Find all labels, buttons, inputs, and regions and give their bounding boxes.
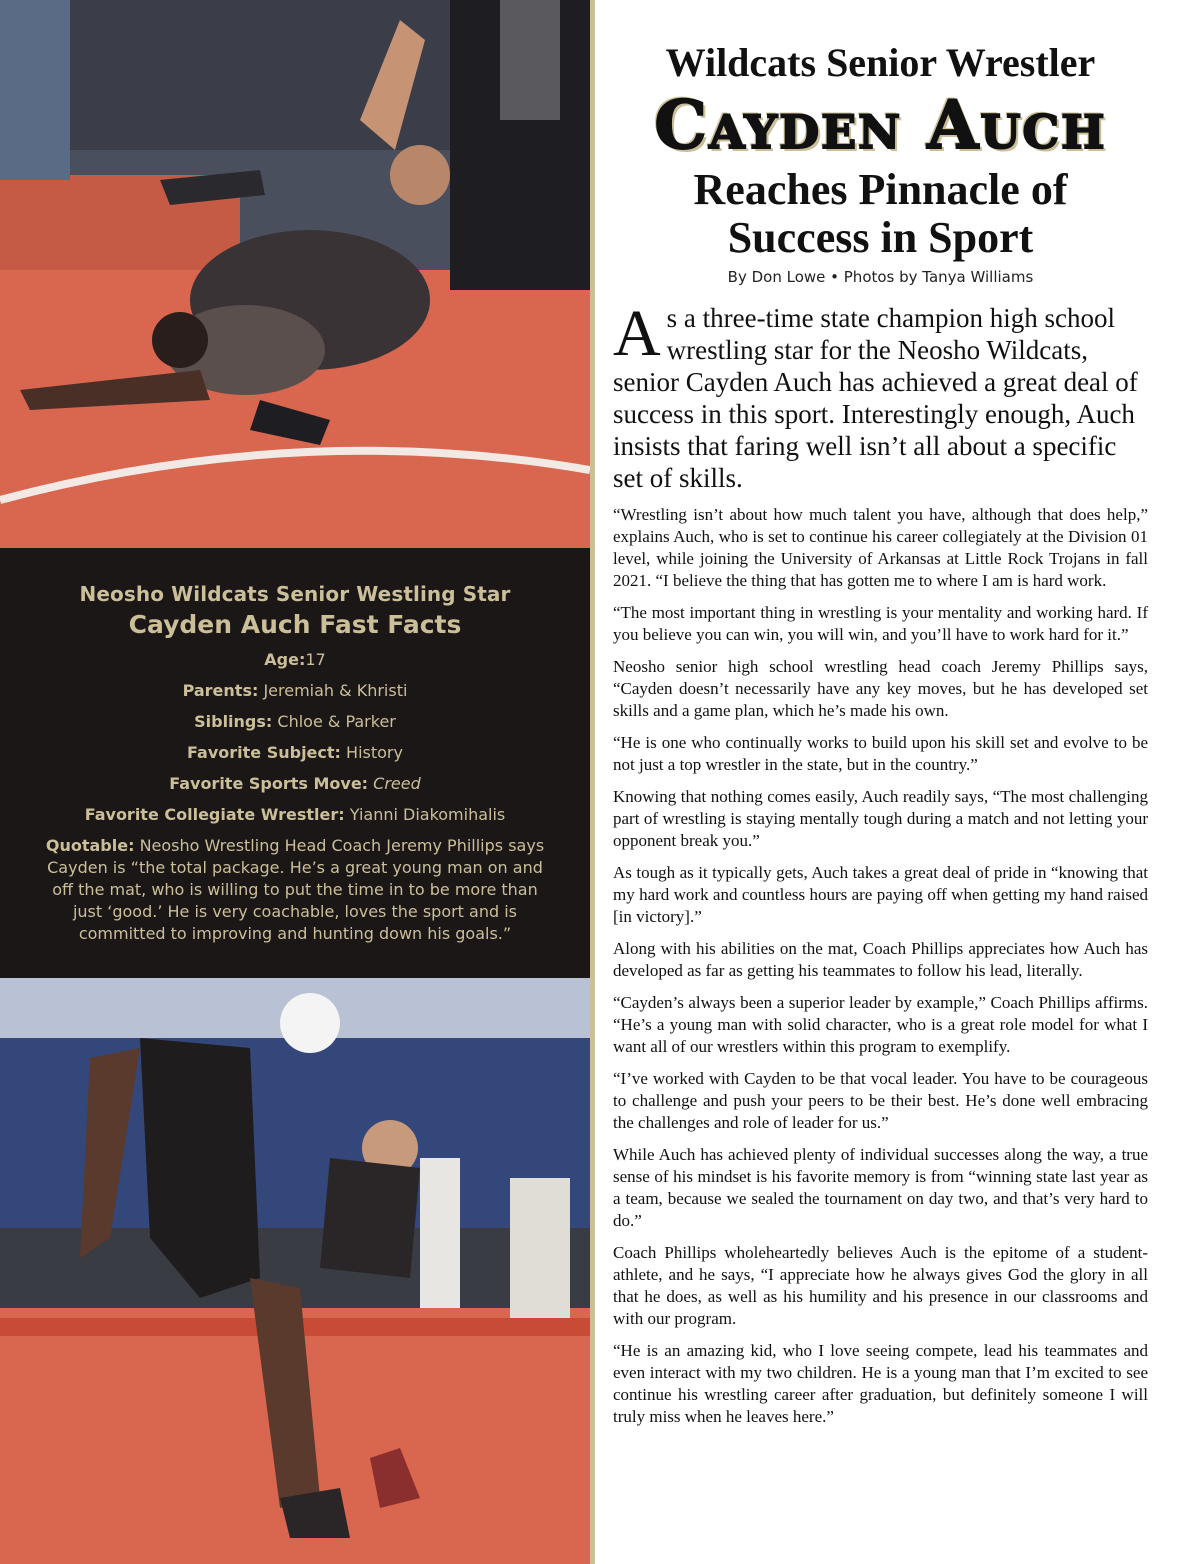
article-column: [613, 40, 1148, 1428]
fact-siblings-value: Chloe & Parker: [277, 712, 396, 731]
fact-age-label: Age:: [264, 650, 306, 669]
fact-wrestler-label: Favorite Collegiate Wrestler:: [84, 805, 345, 824]
body-paragraph: Along with his abilities on the mat, Coach Phillips appreciates how Auch has developed as far as getting his teammates to follow his lead, literally.: [613, 939, 1148, 980]
body-paragraph: “Wrestling isn’t about how much talent you have, although that does help,” explains Auch, who is set to continue his career collegiately at the Division 01 level, while joining the University of Arkansas at Little Rock Trojans in fall 2021. “I believe the thing that has gotten me to where I am is hard work.: [613, 505, 1148, 590]
fact-parents: [0, 681, 590, 701]
column-divider: [590, 0, 595, 1564]
body-paragraph: “The most important thing in wrestling is your mentality and working hard. If you believe you can win, you will win, and you’ll have to work hard for it.”: [613, 603, 1148, 644]
headline-line4: Success in Sport: [727, 213, 1034, 262]
body-paragraph: Coach Phillips wholeheartedly believes Auch is the epitome of a student-athlete, and he says, “I appreciate how he always gives God the glory in all that he does, as well as his humility and his presence in our classrooms and with our program.: [613, 1243, 1148, 1328]
body-paragraph: “He is one who continually works to build upon his skill set and evolve to be not just a top wrestler in the state, but in the country.”: [613, 733, 1148, 774]
body-paragraph: As tough as it typically gets, Auch takes a great deal of pride in “knowing that my hard work and countless hours are paying off when getting my hand raised [in victory].”: [613, 863, 1148, 926]
fast-facts-box: [0, 548, 590, 978]
lede-paragraph: [613, 297, 1148, 494]
lede-text: s a three-time state champion high school wrestling star for the Neosho Wildcats, senior Cayden Auch has achieved a great deal of success in this sport. Interestingly enough, Auch insists that faring well isn’t all about a specific set of skills.: [613, 303, 1138, 493]
fact-siblings: [0, 712, 590, 732]
fact-move-value: Creed: [373, 774, 421, 793]
fact-move: [0, 774, 590, 794]
fast-facts-title: Cayden Auch Fast Facts: [128, 610, 462, 639]
fact-move-label: Favorite Sports Move:: [169, 774, 369, 793]
drop-cap: A: [613, 297, 661, 370]
fact-subject-label: Favorite Subject:: [187, 743, 341, 762]
fact-wrestler-value: Yianni Diakomihalis: [349, 805, 506, 824]
fact-parents-label: Parents:: [182, 681, 259, 700]
fact-age-value: 17: [305, 650, 326, 669]
headline-name: Cayden Auch: [654, 86, 1107, 164]
fact-subject: [0, 743, 590, 763]
body-paragraph: “Cayden’s always been a superior leader by example,” Coach Phillips affirms. “He’s a young man with solid character, who is a great role model for what I want all of our wrestlers within this program to exemplify.: [613, 993, 1148, 1056]
body-paragraph: Neosho senior high school wrestling head coach Jeremy Phillips says, “Cayden doesn’t necessarily have any key moves, but he has developed set skills and a game plan, which he’s made his own.: [613, 657, 1148, 720]
fact-wrestler: [0, 805, 590, 825]
fact-quote-label: Quotable:: [45, 836, 135, 855]
left-column: [0, 0, 590, 1564]
fast-facts-kicker: Neosho Wildcats Senior Westling Star: [79, 582, 511, 606]
byline: By Don Lowe • Photos by Tanya Williams: [727, 268, 1034, 286]
wrestling-photo-bottom: [0, 978, 590, 1564]
headline-line3: Reaches Pinnacle of: [693, 165, 1068, 214]
article-body: [613, 504, 1148, 1428]
fact-siblings-label: Siblings:: [194, 712, 273, 731]
wrestling-photo-top: [0, 0, 590, 548]
body-paragraph: “I’ve worked with Cayden to be that vocal leader. You have to be courageous to challenge and push your peers to be their best. He’s done well embracing the challenges and role of leader for us.”: [613, 1069, 1148, 1132]
fact-quote: [44, 835, 546, 945]
body-paragraph: While Auch has achieved plenty of individual successes along the way, a true sense of his mindset is his favorite memory is from “winning state last year as a team, because we sealed the tournament on day two, and that’s very hard to do.”: [613, 1145, 1148, 1230]
fact-parents-value: Jeremiah & Khristi: [263, 681, 408, 700]
fact-subject-value: History: [346, 743, 403, 762]
body-paragraph: Knowing that nothing comes easily, Auch readily says, “The most challenging part of wrestling is staying mentally tough during a match and not letting your opponent break you.”: [613, 787, 1148, 850]
fact-quote-text: Neosho Wrestling Head Coach Jeremy Phillips says Cayden is “the total package. He’s a great young man on and off the mat, who is willing to put the time in to be more than just ‘good.’ He is very coachable, loves the sport and is committed to improving and hunting down his goals.”: [47, 836, 545, 943]
headline-line1: Wildcats Senior Wrestler: [665, 40, 1096, 85]
body-paragraph: “He is an amazing kid, who I love seeing compete, lead his teammates and even interact with my two children. He is a young man that I’m excited to see continue his wrestling career after graduation, but definitely someone I will truly miss when he leaves here.”: [613, 1341, 1148, 1426]
fact-age: [0, 650, 590, 670]
